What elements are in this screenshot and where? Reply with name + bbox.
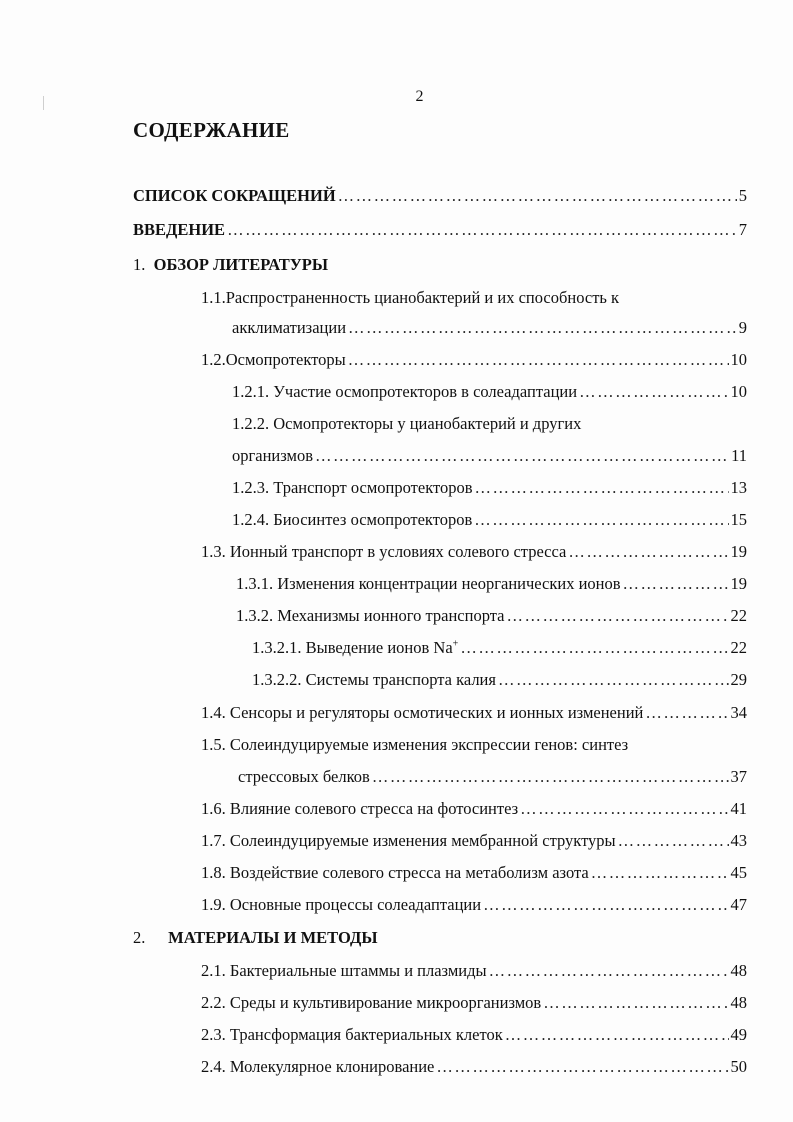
dot-leader xyxy=(227,219,737,241)
toc-entry-label: 1.4. Сенсоры и регуляторы осмотических и ионных изменений xyxy=(201,703,644,722)
toc-entry-1-7[interactable] xyxy=(201,830,747,852)
toc-entry-page: 5 xyxy=(738,186,747,205)
toc-entry-label: 2.3. Трансформация бактериальных клеток xyxy=(201,1025,503,1044)
toc-entry-page: 7 xyxy=(738,220,747,239)
dot-leader xyxy=(506,605,728,627)
dot-leader xyxy=(623,573,729,595)
toc-entry-page: 19 xyxy=(730,574,747,593)
dot-leader xyxy=(372,766,729,788)
toc-entry-page: 49 xyxy=(730,1025,747,1044)
dot-leader xyxy=(436,1056,728,1078)
toc-entry-1-9[interactable] xyxy=(201,894,747,916)
toc-entry-1-6[interactable] xyxy=(201,798,747,820)
dot-leader xyxy=(474,509,728,531)
toc-entry-page: 37 xyxy=(730,767,747,786)
toc-entry-1-3-2-2[interactable] xyxy=(252,669,747,691)
toc-entry-page: 45 xyxy=(730,863,747,882)
toc-entry-1-2-2[interactable] xyxy=(232,445,747,467)
toc-entry-label: стрессовых белков xyxy=(238,767,370,786)
toc-entry-page: 34 xyxy=(730,703,747,722)
toc-entry-label-text: 1.3.2.1. Выведение ионов Na xyxy=(252,638,453,657)
toc-entry-abbreviations[interactable] xyxy=(133,185,747,207)
page-number: 2 xyxy=(415,88,424,105)
toc-entry-page: 11 xyxy=(731,446,747,465)
dot-leader xyxy=(618,830,729,852)
dot-leader xyxy=(543,992,728,1014)
toc-entry-label: 1.3. Ионный транспорт в условиях солевого стресса xyxy=(201,542,567,561)
toc-entry-page: 29 xyxy=(730,670,747,689)
toc-entry-page: 22 xyxy=(730,638,747,657)
toc-entry-1-1-line1[interactable]: 1.1.Распространенность цианобактерий и их способность к xyxy=(201,288,620,307)
toc-entry-label: 2.2. Среды и культивирование микроорганизмов xyxy=(201,993,542,1012)
toc-entry-page: 48 xyxy=(730,993,747,1012)
toc-entry-introduction[interactable] xyxy=(133,219,747,241)
toc-entry-label: 1.3.2. Механизмы ионного транспорта xyxy=(236,606,505,625)
toc-entry-page: 10 xyxy=(730,382,747,401)
chapter-title: ОБЗОР ЛИТЕРАТУРЫ xyxy=(153,255,329,274)
dot-leader xyxy=(338,185,737,207)
dot-leader xyxy=(483,894,728,916)
toc-entry-1-5[interactable] xyxy=(238,766,747,788)
toc-entry-label: ВВЕДЕНИЕ xyxy=(133,220,226,239)
toc-entry-1-2-2-line1[interactable]: 1.2.2. Осмопротекторы у цианобактерий и других xyxy=(232,414,582,433)
toc-entry-1-2-1[interactable] xyxy=(232,381,747,403)
dot-leader xyxy=(489,960,729,982)
toc-entry-label: 1.7. Солеиндуцируемые изменения мембранной структуры xyxy=(201,831,616,850)
toc-entry-label: 1.3.1. Изменения концентрации неорганических ионов xyxy=(236,574,621,593)
toc-entry-label: 1.3.2.2. Системы транспорта калия xyxy=(252,670,496,689)
toc-entry-2-1[interactable] xyxy=(201,960,747,982)
toc-entry-label: 2.1. Бактериальные штаммы и плазмиды xyxy=(201,961,487,980)
toc-entry-page: 9 xyxy=(738,318,747,337)
dot-leader xyxy=(505,1024,729,1046)
toc-entry-label: 1.9. Основные процессы солеадаптации xyxy=(201,895,482,914)
toc-entry-label: 1.2.1. Участие осмопротекторов в солеадаптации xyxy=(232,382,578,401)
toc-entry-1-3[interactable] xyxy=(201,541,747,563)
toc-entry-label: 2.4. Молекулярное клонирование xyxy=(201,1057,435,1076)
toc-entry-label: 1.2.4. Биосинтез осмопротекторов xyxy=(232,510,473,529)
dot-leader xyxy=(568,541,728,563)
dot-leader xyxy=(315,445,729,467)
toc-entry-1-4[interactable] xyxy=(201,702,747,724)
toc-entry-2-3[interactable] xyxy=(201,1024,747,1046)
dot-leader xyxy=(348,317,737,339)
page-title: СОДЕРЖАНИЕ xyxy=(133,118,290,142)
toc-entry-1-3-2[interactable] xyxy=(236,605,747,627)
chapter-2-heading[interactable] xyxy=(133,927,378,949)
toc-entry-label xyxy=(252,637,458,659)
toc-entry-page: 13 xyxy=(730,478,747,497)
chapter-number: 2. xyxy=(133,928,146,947)
superscript-plus: + xyxy=(452,638,459,650)
toc-entry-page: 47 xyxy=(730,895,747,914)
toc-entry-label: 1.8. Воздействие солевого стресса на метаболизм азота xyxy=(201,863,589,882)
toc-entry-page: 10 xyxy=(730,350,747,369)
toc-entry-label: 1.6. Влияние солевого стресса на фотосинтез xyxy=(201,799,519,818)
toc-entry-1-1[interactable] xyxy=(232,317,747,339)
toc-entry-label: акклиматизации xyxy=(232,318,347,337)
toc-entry-1-3-2-1[interactable] xyxy=(252,637,747,659)
toc-entry-1-3-1[interactable] xyxy=(236,573,747,595)
toc-entry-page: 50 xyxy=(730,1057,747,1076)
dot-leader xyxy=(591,862,729,884)
dot-leader xyxy=(460,637,728,659)
dot-leader xyxy=(520,798,728,820)
toc-entry-label: СПИСОК СОКРАЩЕНИЙ xyxy=(133,186,336,205)
toc-entry-label: 1.2.3. Транспорт осмопротекторов xyxy=(232,478,473,497)
toc-entry-page: 19 xyxy=(730,542,747,561)
toc-entry-1-5-line1[interactable]: 1.5. Солеиндуцируемые изменения экспрессии генов: синтез xyxy=(201,735,629,754)
toc-entry-2-4[interactable] xyxy=(201,1056,747,1078)
chapter-number: 1. xyxy=(133,255,146,274)
dot-leader xyxy=(498,669,729,691)
toc-entry-page: 41 xyxy=(730,799,747,818)
toc-entry-1-2[interactable] xyxy=(201,349,747,371)
toc-entry-1-8[interactable] xyxy=(201,862,747,884)
chapter-title: МАТЕРИАЛЫ И МЕТОДЫ xyxy=(168,928,378,947)
toc-entry-label: 1.2.Осмопротекторы xyxy=(201,350,346,369)
dot-leader xyxy=(348,349,729,371)
toc-entry-page: 22 xyxy=(730,606,747,625)
chapter-1-heading[interactable] xyxy=(133,254,328,276)
dot-leader xyxy=(579,381,728,403)
toc-entry-page: 43 xyxy=(730,831,747,850)
toc-entry-label: организмов xyxy=(232,446,314,465)
toc-entry-1-2-3[interactable] xyxy=(232,477,747,499)
toc-entry-1-2-4[interactable] xyxy=(232,509,747,531)
toc-entry-page: 15 xyxy=(730,510,747,529)
toc-entry-2-2[interactable] xyxy=(201,992,747,1014)
dot-leader xyxy=(645,702,728,724)
toc-entry-page: 48 xyxy=(730,961,747,980)
dot-leader xyxy=(475,477,729,499)
